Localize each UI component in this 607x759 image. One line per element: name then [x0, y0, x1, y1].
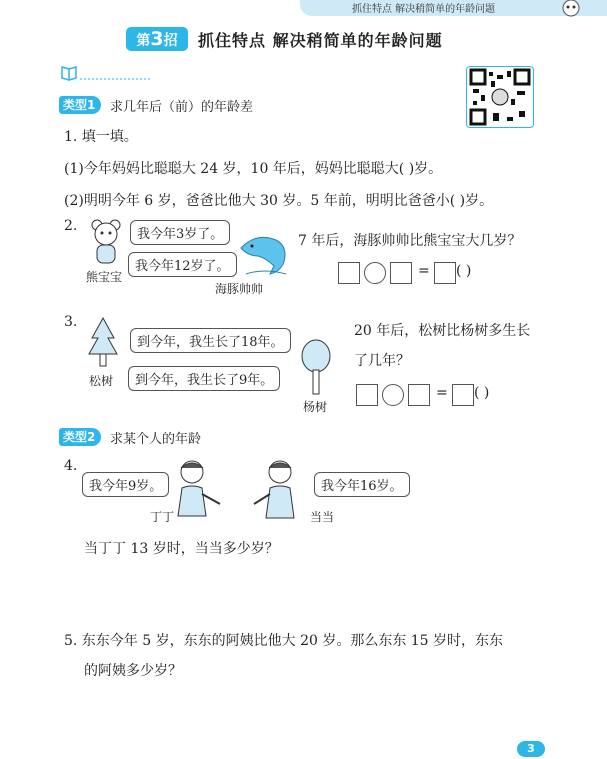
answer-box[interactable] — [408, 384, 430, 406]
bear-icon — [88, 218, 124, 268]
answer-unit-paren[interactable]: ( ) — [456, 263, 472, 279]
boy-dingding-icon — [170, 458, 224, 518]
q4-number: 4. — [64, 458, 78, 474]
operator-circle[interactable] — [364, 262, 386, 284]
dolphin-speech-bubble: 我今年12岁了。 — [128, 252, 237, 277]
q3-number: 3. — [64, 314, 78, 330]
q1-line2: (2)明明今年 6 岁，爸爸比他大 30 岁。5 年前，明明比爸爸小( )岁。 — [64, 193, 494, 209]
q2-question: 7 年后，海豚帅帅比熊宝宝大几岁？ — [298, 233, 522, 249]
dingding-speech-bubble: 我今年9岁。 — [82, 472, 169, 497]
poplar-label: 杨树 — [303, 400, 328, 414]
qr-code-icon — [467, 67, 533, 127]
answer-box[interactable] — [434, 262, 456, 284]
q2-number: 2. — [64, 218, 78, 234]
pine-speech-bubble: 到今年，我生长了18年。 — [130, 328, 291, 353]
badge-suffix: 招 — [163, 33, 178, 49]
pine-tree-icon — [86, 316, 120, 370]
q1-heading: 1. 填一填。 — [64, 129, 138, 145]
pine-label: 松树 — [89, 374, 114, 388]
type1-tag: 类型1 — [59, 96, 101, 114]
page-number: 3 — [517, 741, 545, 757]
answer-box[interactable] — [452, 384, 474, 406]
badge-prefix: 第 — [136, 33, 151, 49]
answer-box[interactable] — [390, 262, 412, 284]
answer-box[interactable] — [338, 262, 360, 284]
q3-question-line2: 了几年？ — [354, 353, 410, 369]
q5-line1: 5. 东东今年 5 岁，东东的阿姨比他大 20 岁。那么东东 15 岁时，东东 — [64, 633, 504, 649]
type1-title: 求几年后（前）的年龄差 — [110, 100, 254, 115]
equals-sign: = — [418, 263, 430, 279]
dingding-label: 丁丁 — [150, 510, 175, 524]
q5-line2: 的阿姨多少岁？ — [84, 663, 182, 679]
dolphin-icon — [236, 228, 292, 278]
answer-unit-paren[interactable]: ( ) — [474, 385, 490, 401]
dangdang-label: 当当 — [310, 510, 335, 524]
q4-question: 当丁丁 13 岁时，当当多少岁？ — [84, 541, 279, 557]
bear-label: 熊宝宝 — [86, 270, 123, 284]
page-title: 抓住特点 解决稍简单的年龄问题 — [198, 31, 443, 50]
type2-title: 求某个人的年龄 — [110, 432, 202, 447]
header-text: 抓住特点 解决稍简单的年龄问题 — [352, 4, 496, 15]
poplar-speech-bubble: 到今年，我生长了9年。 — [128, 366, 280, 391]
badge-number: 3 — [150, 28, 164, 50]
operator-circle[interactable] — [382, 384, 404, 406]
mascot-icon — [556, 0, 586, 20]
equals-sign: = — [436, 385, 448, 401]
dolphin-label: 海豚帅帅 — [215, 282, 264, 296]
poplar-tree-icon — [296, 338, 336, 396]
qr-code[interactable] — [466, 66, 534, 128]
q3-question-line1: 20 年后，松树比杨树多生长 — [354, 323, 531, 339]
bear-speech-bubble: 我今年3岁了。 — [130, 220, 230, 245]
section-badge — [126, 27, 188, 51]
answer-box[interactable] — [356, 384, 378, 406]
book-icon — [60, 64, 152, 82]
boy-dangdang-icon — [250, 458, 304, 520]
q1-line1: (1)今年妈妈比聪聪大 24 岁，10 年后，妈妈比聪聪大( )岁。 — [64, 161, 443, 177]
type2-tag: 类型2 — [59, 428, 101, 446]
dangdang-speech-bubble: 我今年16岁。 — [314, 472, 410, 497]
